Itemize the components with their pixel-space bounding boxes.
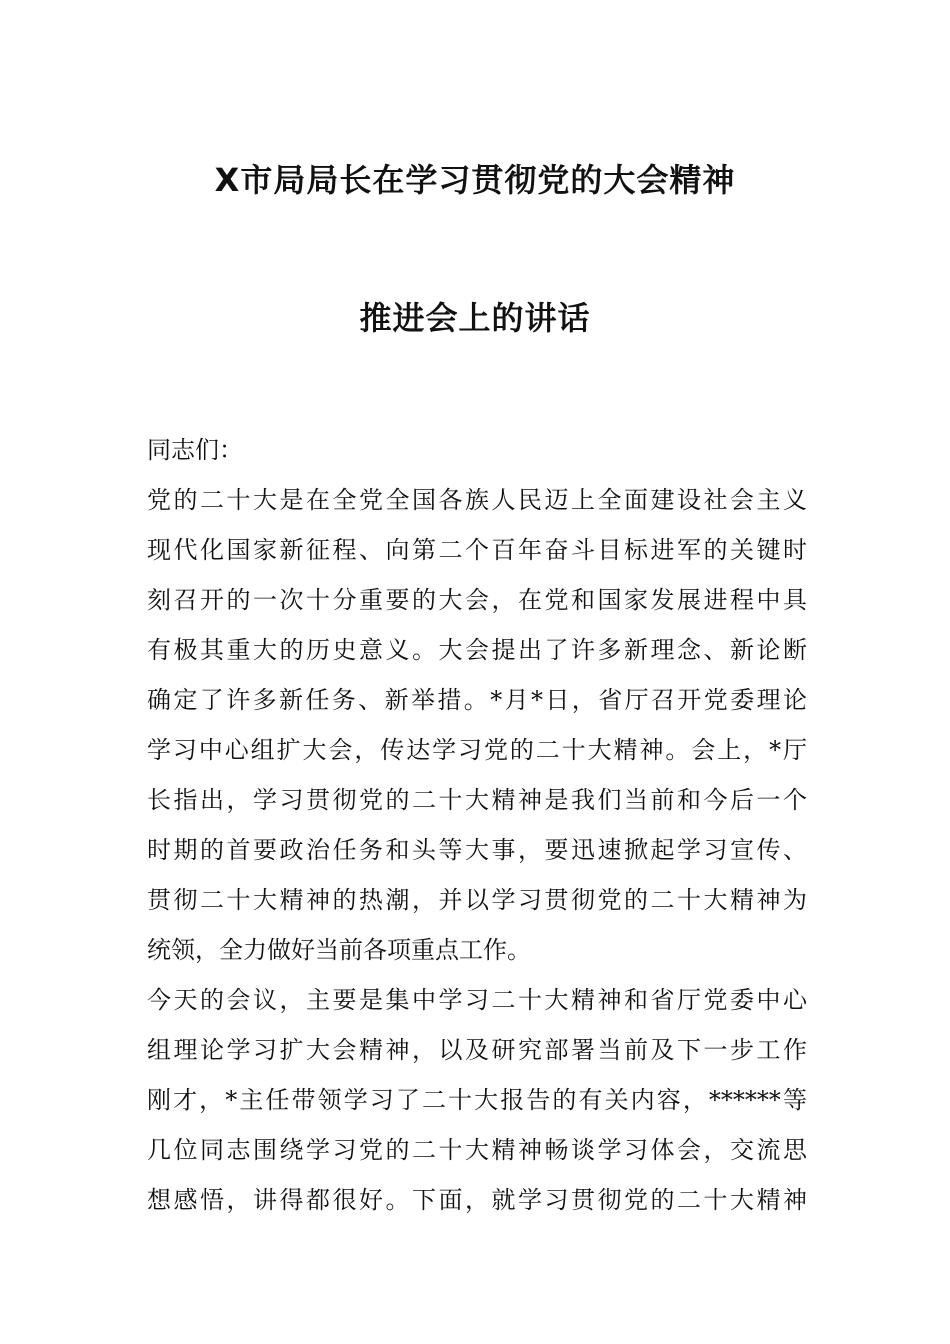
- document-body: [147, 430, 807, 1230]
- paragraph-line: 现代化国家新征程、向第二个百年奋斗目标进军的关键时: [147, 536, 807, 564]
- document-title-line-2: 推进会上的讲话: [359, 299, 591, 337]
- paragraph-line: 有极其重大的历史意义。大会提出了许多新理念、新论断: [147, 636, 807, 664]
- paragraph-line: 贯彻二十大精神的热潮，并以学习贯彻党的二十大精神为: [147, 886, 807, 914]
- document-title-line-1: X市局局长在学习贯彻党的大会精神: [214, 161, 736, 199]
- salutation: 同志们：: [147, 436, 243, 464]
- paragraph-line: 时期的首要政治任务和头等大事，要迅速掀起学习宣传、: [147, 836, 807, 864]
- paragraph-line: 党的二十大是在全党全国各族人民迈上全面建设社会主义: [147, 486, 807, 514]
- paragraph-line: 几位同志围绕学习党的二十大精神畅谈学习体会，交流思: [147, 1136, 807, 1164]
- paragraph-line: 想感悟，讲得都很好。下面，就学习贯彻党的二十大精神: [147, 1186, 807, 1214]
- paragraph-line: 刻召开的一次十分重要的大会，在党和国家发展进程中具: [147, 586, 807, 614]
- paragraph-line: 组理论学习扩大会精神，以及研究部署当前及下一步工作: [147, 1036, 807, 1064]
- paragraph-line: 长指出，学习贯彻党的二十大精神是我们当前和今后一个: [147, 786, 807, 814]
- paragraph-line: 今天的会议，主要是集中学习二十大精神和省厅党委中心: [147, 986, 807, 1014]
- paragraph-line: 学习中心组扩大会，传达学习党的二十大精神。会上，*厅: [147, 736, 807, 764]
- paragraph-line: 刚才，*主任带领学习了二十大报告的有关内容，******等: [147, 1086, 807, 1114]
- paragraph-line: 确定了许多新任务、新举措。*月*日，省厅召开党委理论: [147, 686, 807, 714]
- paragraph-line: 统领，全力做好当前各项重点工作。: [147, 936, 531, 964]
